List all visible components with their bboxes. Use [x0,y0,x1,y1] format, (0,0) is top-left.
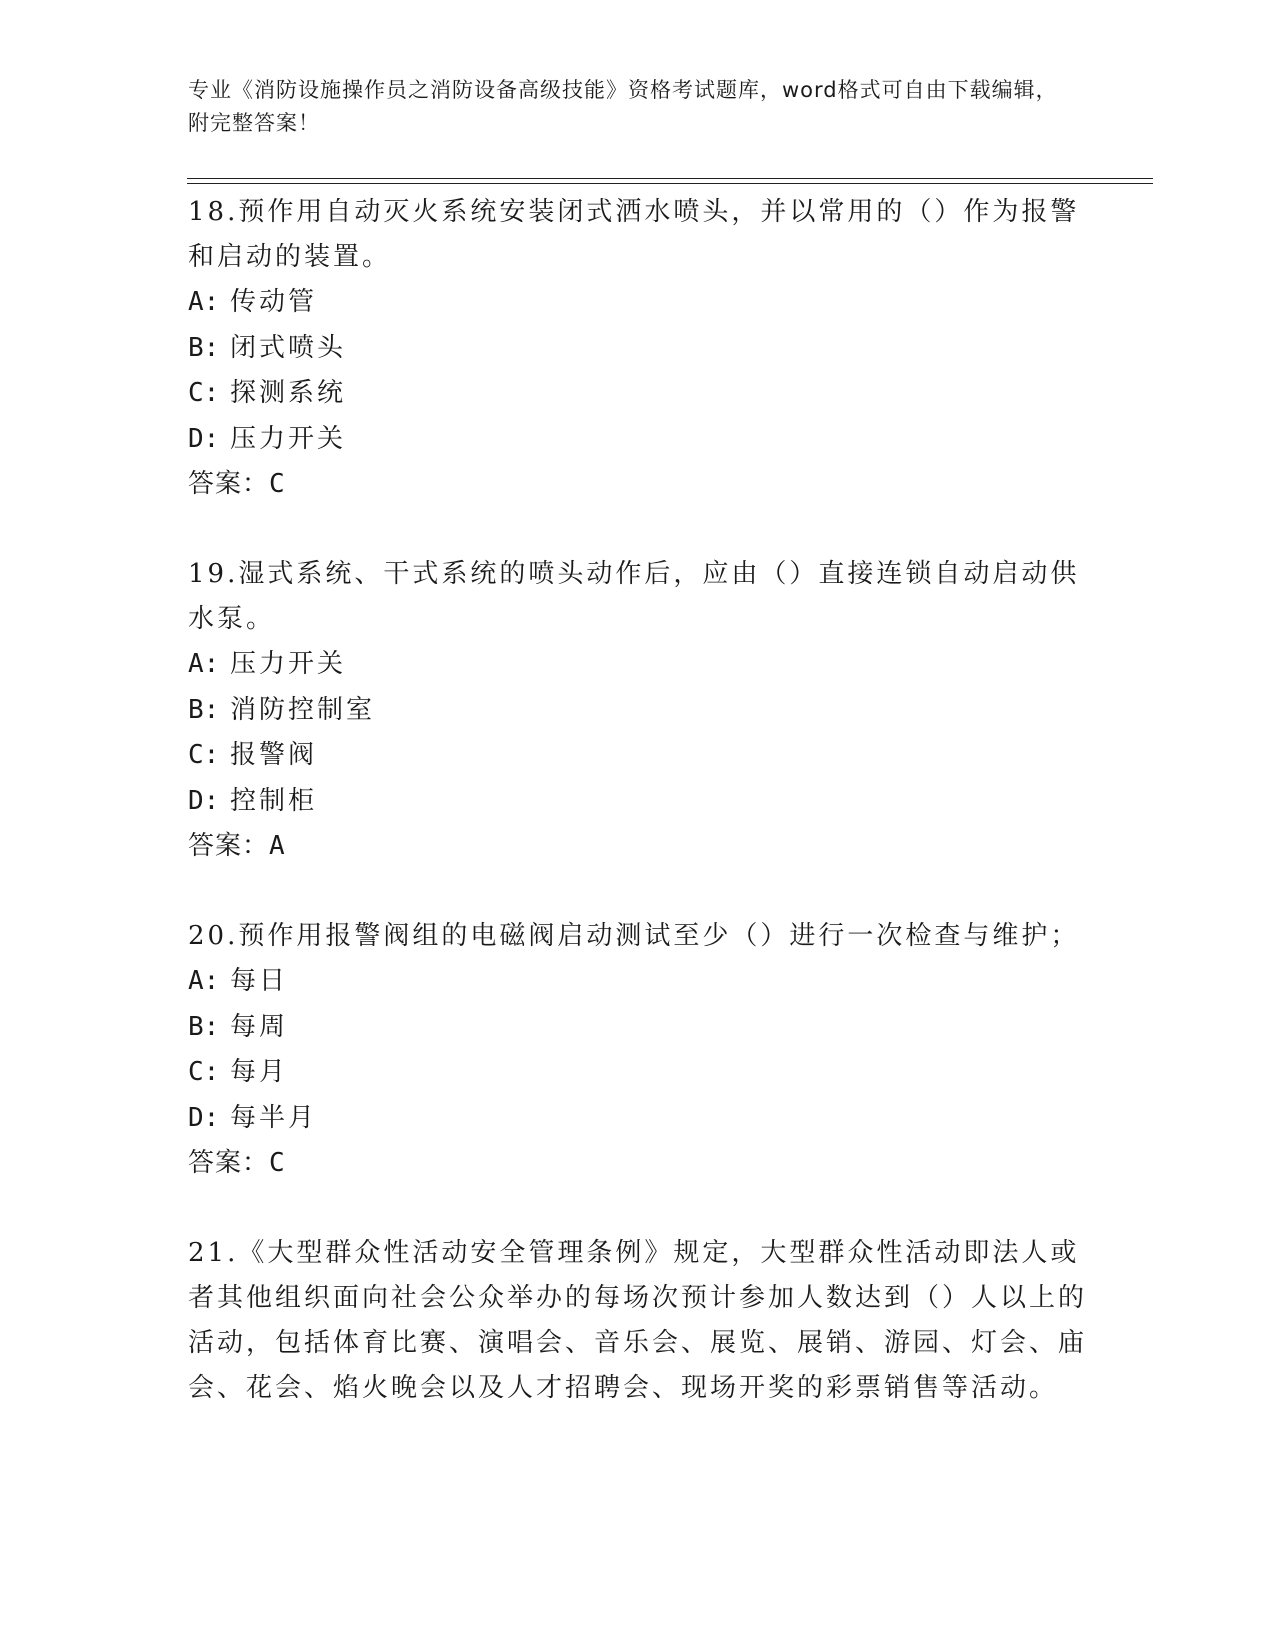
option-text: 压力开关 [230,423,347,454]
option-letter: B: [188,332,220,363]
option-text: 传动管 [230,287,318,317]
option-letter: B: [188,1011,220,1042]
option-text: 报警阀 [230,740,318,770]
answer-line [188,1141,1088,1186]
option-letter: A: [188,966,220,996]
option-b [188,326,1088,372]
header-divider-bottom [187,183,1153,184]
answer-value: C [269,1148,286,1178]
answer-label: 答案： [188,1148,270,1178]
question-text: 20.预作用报警阀组的电磁阀启动测试至少（）进行一次检查与维护； [188,921,1080,951]
question-list [188,190,1088,1456]
option-c [188,1050,1088,1096]
answer-value: C [269,469,286,499]
question-18 [188,190,1088,507]
option-letter: D: [188,1102,220,1133]
option-letter: A: [188,649,220,679]
option-b [188,1005,1088,1051]
option-text: 消防控制室 [230,694,376,725]
option-letter: D: [188,423,220,454]
option-letter: C: [188,378,220,408]
option-a [188,959,1088,1005]
question-text: 21.《大型群众性活动安全管理条例》规定，大型群众性活动即法人或者其他组织面向社会公众举办的每场次预计参加人数达到（）人以上的活动，包括体育比赛、演唱会、音乐会、展览、展销、游园、灯会、庙会、花会、焰火晚会以及人才招聘会、现场开奖的彩票销售等活动。 [188,1238,1088,1403]
answer-label: 答案： [188,469,270,499]
option-letter: D: [188,785,220,816]
option-letter: C: [188,740,220,770]
option-c [188,371,1088,417]
option-c [188,733,1088,779]
document-header: 专业《消防设施操作员之消防设备高级技能》资格考试题库，word格式可自由下载编辑，附完整答案！ [188,78,1058,135]
option-a [188,280,1088,326]
option-text: 每周 [230,1011,289,1042]
answer-line [188,824,1088,869]
option-letter: B: [188,694,220,725]
option-d [188,779,1088,825]
header-divider-top [187,178,1153,179]
option-text: 每半月 [230,1102,318,1133]
option-text: 每日 [230,966,289,996]
option-text: 闭式喷头 [230,332,347,363]
option-a [188,642,1088,688]
option-text: 每月 [230,1057,289,1087]
option-text: 压力开关 [230,649,347,679]
answer-line [188,462,1088,507]
option-letter: C: [188,1057,220,1087]
question-text: 18.预作用自动灭火系统安装闭式洒水喷头，并以常用的（）作为报警和启动的装置。 [188,197,1080,272]
question-19 [188,552,1088,869]
option-d [188,417,1088,463]
question-20 [188,914,1088,1186]
option-text: 控制柜 [230,785,318,816]
question-text: 19.湿式系统、干式系统的喷头动作后，应由（）直接连锁自动启动供水泵。 [188,559,1080,634]
answer-label: 答案： [188,831,270,861]
option-b [188,688,1088,734]
option-d [188,1096,1088,1142]
answer-value: A [269,831,286,861]
question-21 [188,1231,1088,1411]
option-text: 探测系统 [230,378,347,408]
option-letter: A: [188,287,220,317]
